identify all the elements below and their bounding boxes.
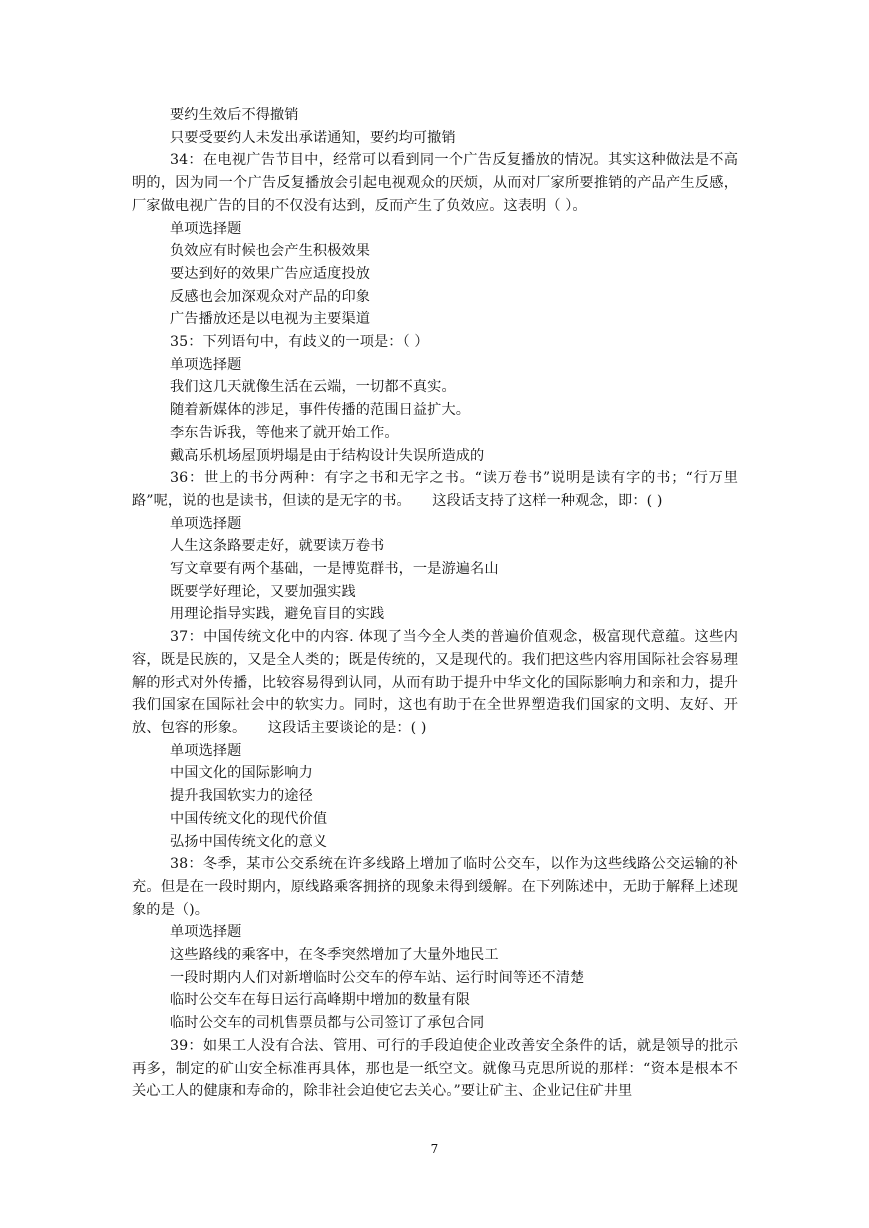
document-body (132, 104, 738, 1103)
text-line: 我们这几天就像生活在云端，一切都不真实。 (170, 379, 456, 396)
text-line: 李东告诉我，等他来了就开始工作。 (170, 424, 399, 441)
text-line: 既要学好理论，又要加强实践 (170, 583, 356, 600)
question-paragraph: 37：中国传统文化中的内容. 体现了当今全人类的普遍价值观念，极富现代意蕴。这些内容，既是民族的，又是全人类的；既是传统的，又是现代的。我们把这些内容用国际社会容易理解的形式对外传播，比较容易得到认同，从而有助于提升中华文化的国际影响力和亲和力，提升我们国家在国际社会中的软实力。同时，这也有助于在全世界塑造我们国家的文明、友好、开放、包容的形象。 这段话主要谈论的是：( ) (132, 629, 738, 736)
text-line: 单项选择题 (170, 742, 242, 759)
text-line: 写文章要有两个基础，一是博览群书，一是游遍名山 (170, 561, 499, 578)
text-line: 反感也会加深观众对产品的印象 (170, 288, 371, 305)
text-line: 单项选择题 (170, 356, 242, 373)
question-paragraph: 36：世上的书分两种：有字之书和无字之书。“读万卷书”说明是读有字的书；“行万里路”呢，说的也是读书，但读的是无字的书。 这段话支持了这样一种观念，即：( ) (132, 470, 738, 509)
text-line: 随着新媒体的涉足，事件传播的范围日益扩大。 (170, 402, 471, 419)
text-line: 负效应有时候也会产生积极效果 (170, 243, 371, 260)
text-line: 广告播放还是以电视为主要渠道 (170, 311, 371, 328)
text-line: 提升我国软实力的途径 (170, 788, 313, 805)
text-line: 一段时期内人们对新增临时公交车的停车站、运行时间等还不清楚 (170, 969, 585, 986)
text-line: 中国文化的国际影响力 (170, 765, 313, 782)
question-paragraph: 34：在电视广告节目中，经常可以看到同一个广告反复播放的情况。其实这种做法是不高明的，因为同一个广告反复播放会引起电视观众的厌烦，从而对厂家所要推销的产品产生反感，厂家做电视广告的目的不仅没有达到，反而产生了负效应。这表明（ ）。 (132, 152, 738, 214)
text-line: 人生这条路要走好，就要读万卷书 (170, 538, 385, 555)
text-line: 戴高乐机场屋顶坍塌是由于结构设计失误所造成的 (170, 447, 485, 464)
question-paragraph: 39：如果工人没有合法、管用、可行的手段迫使企业改善安全条件的话，就是领导的批示再多，制定的矿山安全标准再具体，那也是一纸空文。就像马克思所说的那样：“资本是根本不关心工人的健康和寿命的，除非社会迫使它去关心。”要让矿主、企业记住矿井里 (132, 1037, 738, 1100)
text-line: 临时公交车的司机售票员都与公司签订了承包合同 (170, 1015, 485, 1032)
question-paragraph: 38：冬季，某市公交系统在许多线路上增加了临时公交车，以作为这些线路公交运输的补充。但是在一段时期内，原线路乘客拥挤的现象未得到缓解。在下列陈述中，无助于解释上述现象的是（)。 (132, 856, 738, 918)
text-line: 临时公交车在每日运行高峰期中增加的数量有限 (170, 992, 471, 1009)
text-line: 用理论指导实践，避免盲目的实践 (170, 606, 385, 623)
text-line: 单项选择题 (170, 220, 242, 237)
text-line: 要达到好的效果广告应适度投放 (170, 265, 371, 282)
text-line: 单项选择题 (170, 515, 242, 532)
text-line: 单项选择题 (170, 924, 242, 941)
page-number: 7 (430, 1142, 439, 1156)
text-line: 这些路线的乘客中，在冬季突然增加了大量外地民工 (170, 947, 499, 964)
text-line: 要约生效后不得撤销 (170, 107, 299, 123)
text-line: 弘扬中国传统文化的意义 (170, 833, 328, 850)
text-line: 35：下列语句中，有歧义的一项是：（ ） (170, 334, 429, 351)
text-line: 中国传统文化的现代价值 (170, 810, 328, 827)
text-line: 只要受要约人未发出承诺通知，要约均可撤销 (170, 129, 456, 146)
